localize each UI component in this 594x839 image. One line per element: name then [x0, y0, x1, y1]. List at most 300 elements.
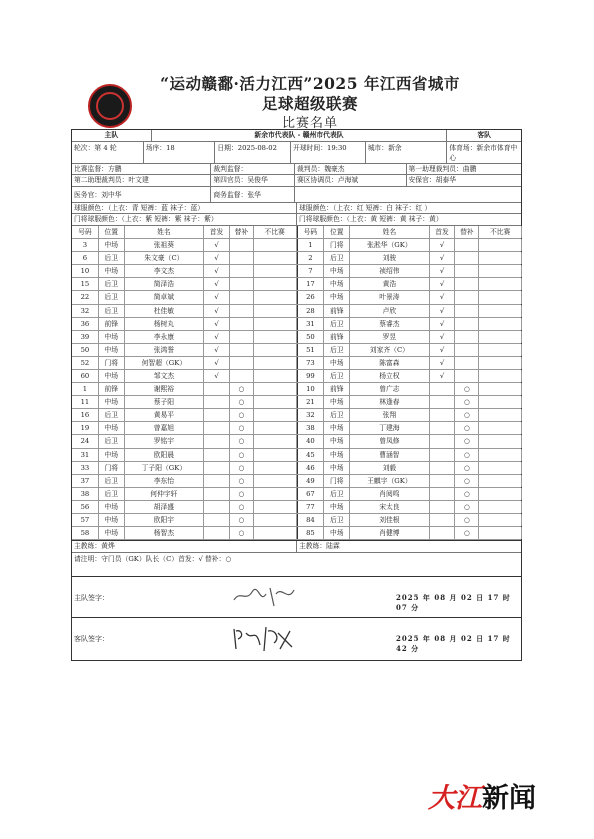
away-coach: 主教练：陆霖 [299, 542, 340, 551]
home-player-sub: ○ [230, 527, 254, 539]
away-player-dnp [479, 278, 522, 290]
table-row [72, 514, 521, 527]
away-player-dnp [479, 291, 522, 303]
away-player-name: 刘毅 [350, 462, 429, 474]
home-player-start: √ [204, 331, 230, 343]
home-player-pos: 中场 [99, 239, 125, 251]
away-player-num: 73 [298, 357, 325, 369]
home-player-start: √ [204, 370, 230, 382]
away-player-name: 王麒宇（GK） [350, 475, 429, 487]
home-col-dnp: 不比赛 [254, 226, 297, 238]
table-row [72, 331, 521, 344]
away-gk-uniform: 门将球服颜色：（上衣：黄 短裤：黄 袜子：黄） [299, 215, 443, 224]
away-player-sub: ○ [455, 435, 479, 447]
away-player-sub: ○ [455, 409, 479, 421]
gk-uniform-row [72, 214, 521, 226]
away-col-sub: 替补 [455, 226, 479, 238]
home-player-name: 谢熙裕 [125, 383, 204, 395]
away-player-name: 刘家齐（C） [350, 344, 429, 356]
away-player-start: √ [430, 265, 456, 277]
home-player-sub [230, 291, 254, 303]
away-player-pos: 中场 [324, 501, 350, 513]
away-player-num: 49 [298, 475, 325, 487]
away-player-pos: 中场 [324, 462, 350, 474]
home-player-name: 欧阳晨 [125, 449, 204, 461]
table-row [72, 278, 521, 291]
away-player-start [430, 488, 456, 500]
away-player-pos: 后卫 [324, 409, 350, 421]
home-player-dnp [254, 278, 297, 290]
away-player-name: 陈富森 [350, 357, 429, 369]
away-label: 客队 [477, 131, 491, 139]
home-player-pos: 中场 [99, 344, 125, 356]
home-player-num: 16 [72, 409, 99, 421]
home-player-name: 曾嘉旭 [125, 422, 204, 434]
away-player-dnp [479, 318, 522, 330]
match-date: 日期：2025-08-02 [215, 142, 291, 163]
away-player-pos: 中场 [324, 265, 350, 277]
away-player-sub: ○ [455, 422, 479, 434]
away-player-start: √ [430, 278, 456, 290]
away-player-pos: 后卫 [324, 252, 350, 264]
field-order: 场序：18 [144, 142, 216, 163]
away-player-start [430, 422, 456, 434]
away-signature-label: 客队签字： [74, 635, 109, 644]
assistant-referee-1: 第一助理裁判员：曲鹏 [408, 164, 477, 173]
away-player-start: √ [430, 305, 456, 317]
away-player-pos: 中场 [324, 435, 350, 447]
away-player-num: 85 [298, 527, 325, 539]
home-player-dnp [254, 291, 297, 303]
away-player-dnp [479, 357, 522, 369]
table-row [72, 370, 521, 383]
table-row [72, 357, 521, 370]
home-player-start: √ [204, 344, 230, 356]
home-player-name: 张祖葵 [125, 239, 204, 251]
home-player-start: √ [204, 291, 230, 303]
table-row [72, 318, 521, 331]
away-player-name: 叶景涛 [350, 291, 429, 303]
table-row [72, 422, 521, 435]
home-player-dnp [254, 422, 297, 434]
table-row [72, 344, 521, 357]
away-player-sub: ○ [455, 462, 479, 474]
away-player-num: 32 [298, 409, 325, 421]
home-player-dnp [254, 252, 297, 264]
home-player-dnp [254, 357, 297, 369]
legend-row [72, 553, 521, 577]
away-player-dnp [479, 344, 522, 356]
away-player-num: 77 [298, 501, 325, 513]
teams-row [72, 130, 521, 142]
home-player-pos: 后卫 [99, 252, 125, 264]
home-col-sub: 替补 [230, 226, 254, 238]
officials-row-3 [72, 187, 521, 203]
home-player-dnp [254, 449, 297, 461]
match-sheet-form [71, 129, 522, 661]
away-player-dnp [479, 370, 522, 382]
home-coach: 主教练：黄烨 [72, 541, 297, 552]
away-player-pos: 后卫 [324, 318, 350, 330]
home-player-num: 57 [72, 514, 99, 526]
home-player-dnp [254, 514, 297, 526]
home-player-num: 37 [72, 475, 99, 487]
home-col-num: 号码 [72, 226, 99, 238]
home-player-dnp [254, 475, 297, 487]
home-player-num: 38 [72, 488, 99, 500]
away-player-start [430, 527, 456, 539]
home-player-name: 何仲宇轩 [125, 488, 204, 500]
away-player-start [430, 514, 456, 526]
away-player-start [430, 462, 456, 474]
away-player-num: 2 [298, 252, 325, 264]
away-player-start [430, 396, 456, 408]
away-player-name: 张淞华（GK） [350, 239, 429, 251]
home-player-dnp [254, 239, 297, 251]
away-player-sub: ○ [455, 449, 479, 461]
away-col-pos: 位置 [324, 226, 350, 238]
home-player-sub: ○ [230, 488, 254, 500]
home-player-pos: 中场 [99, 527, 125, 539]
home-player-dnp [254, 331, 297, 343]
referee: 裁判员：魏豪杰 [295, 164, 407, 175]
away-player-pos: 前锋 [324, 331, 350, 343]
home-player-sub: ○ [230, 514, 254, 526]
table-row [72, 449, 521, 462]
away-player-name: 卢欣 [350, 305, 429, 317]
away-player-dnp [479, 422, 522, 434]
home-player-pos: 中场 [99, 501, 125, 513]
away-player-pos: 后卫 [324, 370, 350, 382]
home-player-num: 58 [72, 527, 99, 539]
home-player-sub [230, 331, 254, 343]
away-player-pos: 前锋 [324, 383, 350, 395]
home-player-pos: 后卫 [99, 291, 125, 303]
away-player-pos: 中场 [324, 422, 350, 434]
home-player-dnp [254, 318, 297, 330]
home-player-start: √ [204, 278, 230, 290]
home-signature-image [230, 580, 300, 612]
away-player-name: 蔡睿杰 [350, 318, 429, 330]
home-player-dnp [254, 344, 297, 356]
away-player-num: 99 [298, 370, 325, 382]
home-col-name: 姓名 [125, 226, 204, 238]
home-player-start: √ [204, 318, 230, 330]
home-player-sub: ○ [230, 475, 254, 487]
home-player-num: 3 [72, 239, 99, 251]
home-player-sub [230, 239, 254, 251]
match-supervisor: 比赛监督：方鹏 [72, 164, 211, 175]
away-col-num: 号码 [298, 226, 325, 238]
league-logo [88, 84, 132, 128]
officials-row-2 [72, 175, 521, 187]
medical-officer: 医务官：刘中华 [72, 187, 211, 202]
home-player-pos: 后卫 [99, 435, 125, 447]
roster-table [72, 226, 521, 541]
away-player-pos: 中场 [324, 527, 350, 539]
away-player-num: 10 [298, 383, 325, 395]
away-player-name: 宋太良 [350, 501, 429, 513]
home-player-pos: 后卫 [99, 488, 125, 500]
away-player-num: 84 [298, 514, 325, 526]
home-player-name: 李文杰 [125, 265, 204, 277]
home-player-start [204, 475, 230, 487]
away-player-dnp [479, 435, 522, 447]
away-player-name: 刘佳根 [350, 514, 429, 526]
away-player-dnp [479, 265, 522, 277]
home-player-name: 杜佳敏 [125, 305, 204, 317]
venue-coordinator: 赛区协调员：卢海斌 [295, 175, 407, 186]
away-player-sub [455, 278, 479, 290]
home-player-num: 22 [72, 291, 99, 303]
home-player-sub: ○ [230, 422, 254, 434]
away-signature-row [72, 618, 521, 660]
away-player-start [430, 449, 456, 461]
away-player-start: √ [430, 370, 456, 382]
home-player-dnp [254, 501, 297, 513]
home-player-pos: 后卫 [99, 305, 125, 317]
home-player-name: 罗铭宇 [125, 435, 204, 447]
away-player-start: √ [430, 291, 456, 303]
home-player-pos: 前锋 [99, 383, 125, 395]
away-player-sub: ○ [455, 488, 479, 500]
home-player-sub: ○ [230, 396, 254, 408]
kickoff-time: 开球时间：19:30 [291, 142, 366, 163]
away-player-num: 31 [298, 318, 325, 330]
away-player-num: 45 [298, 449, 325, 461]
home-player-start [204, 449, 230, 461]
home-player-num: 1 [72, 383, 99, 395]
home-player-num: 11 [72, 396, 99, 408]
home-player-start: √ [204, 239, 230, 251]
away-player-name: 丁建海 [350, 422, 429, 434]
away-signature-time: 2025 年 08 月 02 日 17 时 42 分 [396, 634, 511, 654]
away-player-num: 1 [298, 239, 325, 251]
home-player-num: 39 [72, 331, 99, 343]
home-player-start [204, 409, 230, 421]
home-player-pos: 中场 [99, 422, 125, 434]
home-player-sub: ○ [230, 409, 254, 421]
home-player-sub [230, 252, 254, 264]
table-row [72, 305, 521, 318]
home-player-sub [230, 265, 254, 277]
home-player-name: 胡泽盛 [125, 501, 204, 513]
away-player-dnp [479, 462, 522, 474]
referee-supervisor: 裁判监督： [211, 164, 295, 175]
away-col-start: 首发 [430, 226, 456, 238]
home-player-start [204, 501, 230, 513]
home-player-sub [230, 318, 254, 330]
away-player-sub [455, 239, 479, 251]
home-signature-label: 主队签字： [74, 594, 109, 603]
away-player-dnp [479, 475, 522, 487]
away-player-pos: 中场 [324, 278, 350, 290]
away-player-name: 黄浩 [350, 278, 429, 290]
table-row [72, 396, 521, 409]
away-player-num: 17 [298, 278, 325, 290]
table-row [72, 527, 521, 540]
away-player-pos: 门将 [324, 239, 350, 251]
home-player-sub [230, 305, 254, 317]
away-player-num: 51 [298, 344, 325, 356]
away-player-start: √ [430, 344, 456, 356]
home-player-name: 简卓斌 [125, 291, 204, 303]
home-player-dnp [254, 383, 297, 395]
home-player-dnp [254, 396, 297, 408]
home-player-sub [230, 344, 254, 356]
away-player-pos: 中场 [324, 449, 350, 461]
away-player-dnp [479, 488, 522, 500]
table-row [72, 265, 521, 278]
away-player-sub: ○ [455, 383, 479, 395]
away-player-pos: 中场 [324, 291, 350, 303]
commercial-supervisor: 商务监督：张华 [211, 187, 295, 202]
round: 轮次：第 4 轮 [72, 142, 144, 163]
away-player-pos: 后卫 [324, 488, 350, 500]
home-player-name: 黄易平 [125, 409, 204, 421]
away-player-sub [455, 331, 479, 343]
home-player-pos: 门将 [99, 357, 125, 369]
home-player-sub [230, 278, 254, 290]
home-player-sub: ○ [230, 435, 254, 447]
home-player-dnp [254, 265, 297, 277]
home-player-num: 24 [72, 435, 99, 447]
table-row [72, 475, 521, 488]
table-row [72, 462, 521, 475]
home-player-sub: ○ [230, 501, 254, 513]
away-player-pos: 后卫 [324, 514, 350, 526]
table-row [72, 435, 521, 448]
home-player-start [204, 422, 230, 434]
away-player-sub [455, 291, 479, 303]
city: 城市：新余 [366, 142, 448, 163]
home-gk-uniform: 门将球服颜色：（上衣：紫 短裤：紫 袜子：紫） [72, 214, 297, 225]
home-player-pos: 门将 [99, 462, 125, 474]
home-player-name: 丁子阳（GK） [125, 462, 204, 474]
away-player-pos: 中场 [324, 357, 350, 369]
table-row [72, 409, 521, 422]
home-player-dnp [254, 488, 297, 500]
away-player-dnp [479, 514, 522, 526]
away-player-sub [455, 305, 479, 317]
table-row [72, 501, 521, 514]
away-player-start [430, 501, 456, 513]
home-player-pos: 中场 [99, 331, 125, 343]
away-player-dnp [479, 527, 522, 539]
table-row [72, 488, 521, 501]
home-player-num: 56 [72, 501, 99, 513]
watermark-black: 新闻 [482, 783, 536, 814]
officials-row-1 [72, 164, 521, 176]
home-player-pos: 后卫 [99, 475, 125, 487]
home-player-start: √ [204, 252, 230, 264]
matchup: 新余市代表队 - 赣州市代表队 [152, 130, 448, 141]
away-player-sub: ○ [455, 501, 479, 513]
table-row [72, 291, 521, 304]
away-player-pos: 中场 [324, 396, 350, 408]
away-player-name: 刘骏 [350, 252, 429, 264]
away-player-dnp [479, 305, 522, 317]
home-player-pos: 后卫 [99, 409, 125, 421]
home-player-pos: 前锋 [99, 318, 125, 330]
away-player-name: 肖阅鸣 [350, 488, 429, 500]
away-col-dnp: 不比赛 [479, 226, 522, 238]
away-player-sub [455, 344, 479, 356]
match-info-row [72, 142, 521, 164]
home-player-sub: ○ [230, 462, 254, 474]
away-player-pos: 门将 [324, 475, 350, 487]
title-line-2: 足球超级联赛 [261, 94, 358, 113]
home-player-pos: 中场 [99, 449, 125, 461]
home-player-sub [230, 357, 254, 369]
home-player-num: 60 [72, 370, 99, 382]
away-player-num: 26 [298, 291, 325, 303]
away-player-sub: ○ [455, 514, 479, 526]
watermark-red: 大江 [428, 783, 482, 814]
home-player-start: √ [204, 357, 230, 369]
away-player-name: 张翔 [350, 409, 429, 421]
away-player-sub [455, 318, 479, 330]
home-player-name: 欧阳宇 [125, 514, 204, 526]
home-player-pos: 中场 [99, 370, 125, 382]
assistant-referee-2: 第二助理裁判员：叶文建 [72, 175, 211, 186]
home-player-name: 李永康 [125, 331, 204, 343]
away-player-sub: ○ [455, 527, 479, 539]
home-player-name: 蔡子阳 [125, 396, 204, 408]
home-player-num: 52 [72, 357, 99, 369]
legend-note: 请注明：守门员（GK）队长（C）首发：√ 替补：○ [74, 555, 232, 564]
home-player-num: 19 [72, 422, 99, 434]
table-row [72, 383, 521, 396]
away-player-dnp [479, 239, 522, 251]
away-player-name: 肖健博 [350, 527, 429, 539]
away-player-start: √ [430, 239, 456, 251]
home-player-dnp [254, 305, 297, 317]
home-player-name: 杨树丸 [125, 318, 204, 330]
home-player-name: 杨智杰 [125, 527, 204, 539]
away-player-num: 7 [298, 265, 325, 277]
home-player-sub [230, 370, 254, 382]
away-player-name: 曾广志 [350, 383, 429, 395]
home-player-name: 朱文豪（C） [125, 252, 204, 264]
away-player-sub [455, 357, 479, 369]
away-player-dnp [479, 331, 522, 343]
away-player-start: √ [430, 252, 456, 264]
home-player-num: 33 [72, 462, 99, 474]
home-player-pos: 后卫 [99, 278, 125, 290]
away-player-start [430, 409, 456, 421]
home-player-name: 邹文杰 [125, 370, 204, 382]
away-player-start: √ [430, 318, 456, 330]
home-player-start [204, 462, 230, 474]
home-player-num: 10 [72, 265, 99, 277]
home-player-start [204, 514, 230, 526]
home-label: 主队 [72, 130, 152, 141]
away-player-pos: 前锋 [324, 305, 350, 317]
home-player-name: 简泽浩 [125, 278, 204, 290]
home-player-start: √ [204, 305, 230, 317]
home-player-dnp [254, 435, 297, 447]
away-uniform: 球服颜色：（上衣：红 短裤：白 袜子：红 ） [299, 203, 432, 212]
roster-header-row [72, 226, 521, 239]
away-signature-image [230, 621, 300, 653]
home-col-pos: 位置 [99, 226, 125, 238]
away-player-num: 38 [298, 422, 325, 434]
home-player-num: 6 [72, 252, 99, 264]
away-player-name: 曾凤修 [350, 435, 429, 447]
title-line-3: 比赛名单 [281, 116, 338, 131]
away-player-dnp [479, 449, 522, 461]
